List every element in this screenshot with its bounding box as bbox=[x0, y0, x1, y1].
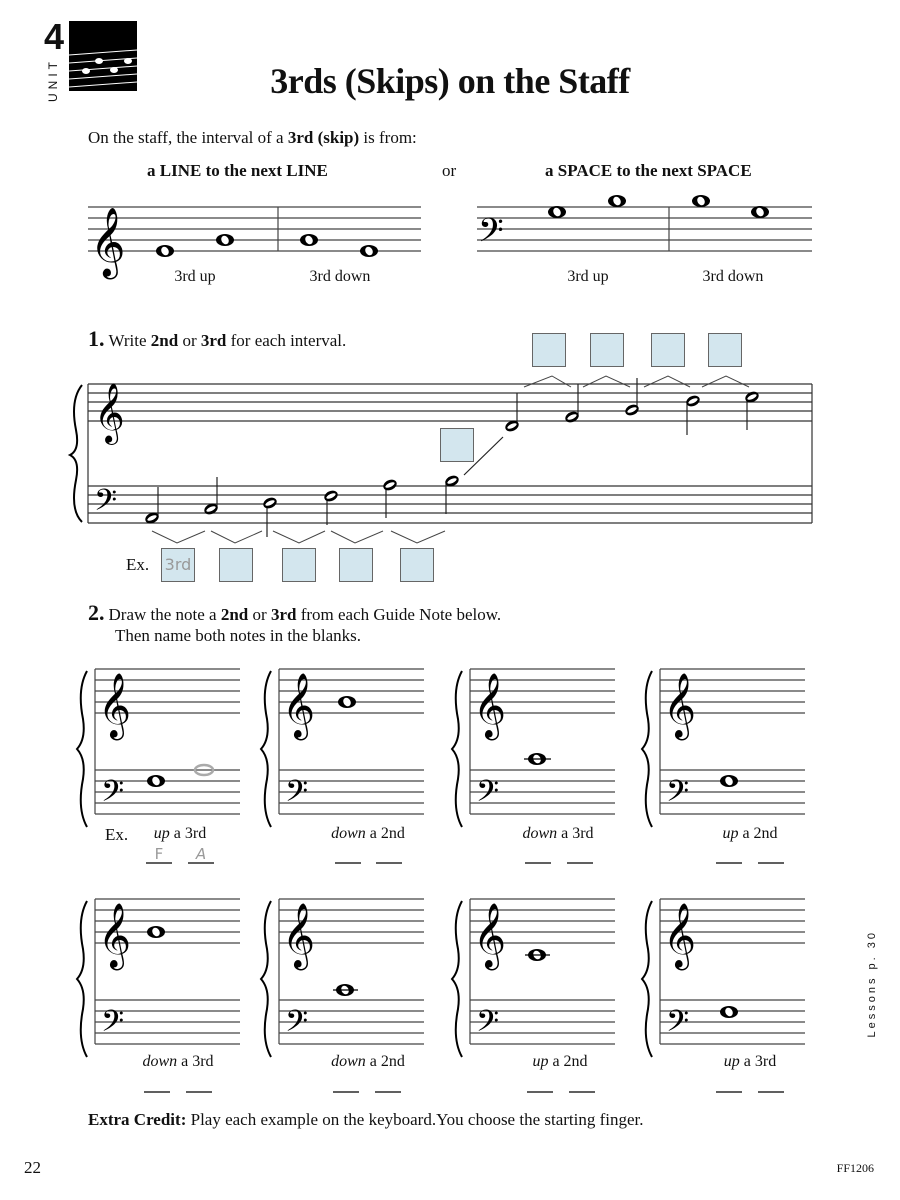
extra-credit-label: Extra Credit: bbox=[88, 1110, 187, 1129]
answer-box[interactable] bbox=[400, 548, 434, 582]
intro-text: On the staff, the interval of a bbox=[88, 128, 288, 147]
interval: a 2nd bbox=[369, 825, 405, 842]
svg-text:𝄞: 𝄞 bbox=[94, 383, 125, 443]
item-label bbox=[510, 1053, 610, 1071]
exercise2-staves: 𝄞 𝄢 bbox=[0, 0, 900, 1200]
svg-text:𝄢: 𝄢 bbox=[478, 212, 504, 258]
interval: a 3rd bbox=[173, 825, 207, 842]
example-answer-first: F bbox=[154, 845, 164, 863]
answer-box[interactable] bbox=[532, 333, 566, 367]
text-bold: 3rd bbox=[270, 605, 297, 624]
answer-box[interactable] bbox=[282, 548, 316, 582]
item-label bbox=[700, 1053, 800, 1071]
interval: a 3rd bbox=[743, 1053, 777, 1070]
answer-box[interactable] bbox=[440, 428, 474, 462]
line-heading: a LINE to the next LINE bbox=[147, 161, 328, 180]
example-answer: 3rd bbox=[164, 555, 192, 574]
page-title: 3rds (Skips) on the Staff bbox=[270, 61, 630, 101]
exercise1-instruction bbox=[88, 326, 346, 352]
svg-text:𝄢: 𝄢 bbox=[94, 484, 118, 525]
answer-box[interactable] bbox=[651, 333, 685, 367]
text: or bbox=[248, 605, 271, 624]
answer-box[interactable] bbox=[339, 548, 373, 582]
item-label bbox=[318, 825, 418, 843]
example-label: Ex. bbox=[126, 555, 150, 574]
direction: down bbox=[331, 1053, 366, 1070]
intro-term: 3rd (skip) bbox=[287, 128, 360, 147]
interval: a 3rd bbox=[561, 825, 594, 842]
intro-text-end: is from: bbox=[359, 128, 417, 147]
exercise2-number: 2. bbox=[88, 600, 105, 625]
interval: a 3rd bbox=[181, 1053, 214, 1070]
extra-credit-text: Play each example on the keyboard.You choose the starting finger. bbox=[186, 1110, 644, 1129]
direction: down bbox=[142, 1053, 178, 1070]
text: Draw the note a bbox=[108, 605, 221, 624]
interval: a 2nd bbox=[742, 825, 778, 842]
exercise1-number: 1. bbox=[88, 326, 105, 351]
text: for each interval. bbox=[226, 331, 347, 350]
text-bold: 3rd bbox=[200, 331, 227, 350]
exercise2-instruction bbox=[88, 600, 501, 626]
item-label bbox=[130, 825, 230, 843]
unit-label: UNIT bbox=[46, 58, 60, 102]
text: from each Guide Note below. bbox=[296, 605, 502, 624]
label-3rd-down-treble: 3rd down bbox=[309, 268, 371, 285]
item-label bbox=[318, 1053, 418, 1071]
answer-box[interactable] bbox=[590, 333, 624, 367]
item-label bbox=[700, 825, 800, 843]
or-label: or bbox=[442, 161, 457, 180]
direction: up bbox=[532, 1053, 549, 1070]
unit-number: 4 bbox=[44, 16, 65, 57]
interval: a 2nd bbox=[552, 1053, 588, 1070]
direction: up bbox=[722, 825, 739, 842]
label-3rd-up-treble: 3rd up bbox=[174, 268, 216, 285]
exercise2-example-label: Ex. bbox=[105, 825, 129, 844]
answer-box[interactable] bbox=[708, 333, 742, 367]
book-code: FF1206 bbox=[836, 1161, 874, 1175]
answer-box[interactable] bbox=[219, 548, 253, 582]
extra-credit bbox=[88, 1110, 644, 1130]
label-3rd-up-bass: 3rd up bbox=[567, 268, 609, 285]
side-note: Lessons p. 30 bbox=[866, 930, 878, 1038]
text-bold: 2nd bbox=[150, 331, 179, 350]
label-3rd-down-bass: 3rd down bbox=[702, 268, 764, 285]
item-label bbox=[128, 1053, 228, 1071]
direction: down bbox=[331, 825, 366, 842]
page-number: 22 bbox=[24, 1158, 41, 1177]
direction: down bbox=[522, 825, 558, 842]
exercise2-instruction-line2: Then name both notes in the blanks. bbox=[115, 626, 361, 645]
interval: a 2nd bbox=[369, 1053, 405, 1070]
example-answer-second: A bbox=[195, 845, 207, 863]
space-heading: a SPACE to the next SPACE bbox=[545, 161, 752, 180]
answer-box-example bbox=[161, 548, 195, 582]
text: Write bbox=[108, 331, 151, 350]
direction: up bbox=[723, 1053, 740, 1070]
text-bold: 2nd bbox=[220, 605, 249, 624]
text: or bbox=[178, 331, 201, 350]
item-label bbox=[508, 825, 608, 843]
svg-text:𝄞: 𝄞 bbox=[90, 207, 126, 277]
direction: up bbox=[153, 825, 170, 842]
